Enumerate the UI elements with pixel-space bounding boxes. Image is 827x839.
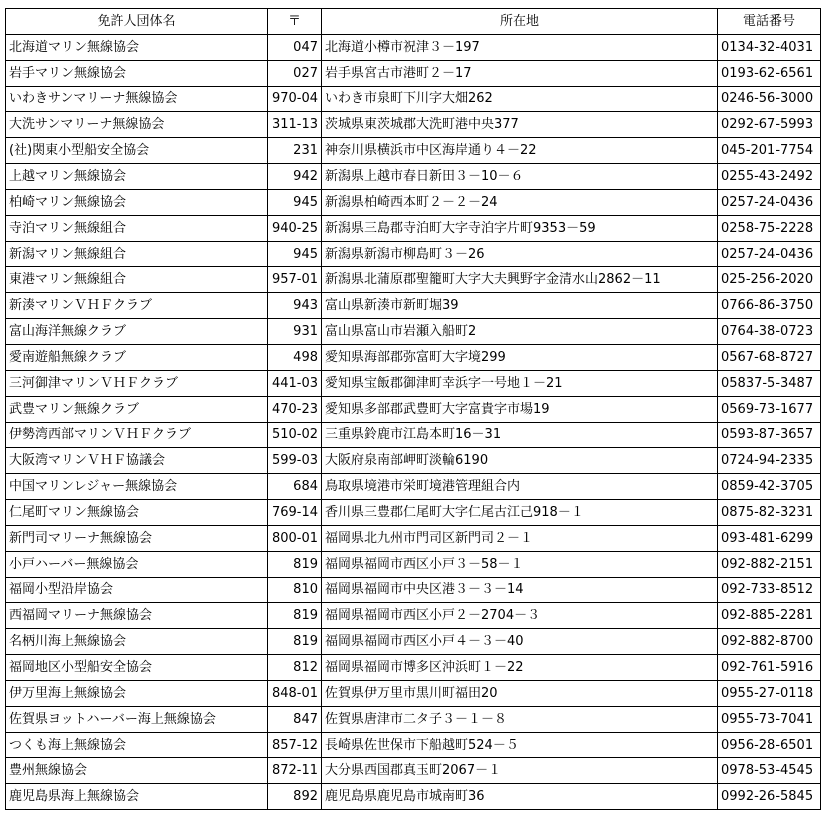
postal-code-cell: 510-02 xyxy=(268,422,322,448)
phone-cell: 0193-62-6561 xyxy=(718,60,821,86)
phone-cell: 0956-28-6501 xyxy=(718,732,821,758)
address-cell: 北海道小樽市祝津３－197 xyxy=(322,34,718,60)
license-holders-table xyxy=(5,8,821,810)
phone-cell: 0955-27-0118 xyxy=(718,680,821,706)
postal-code-cell: 769-14 xyxy=(268,500,322,526)
org-name-cell: 中国マリンレジャー無線協会 xyxy=(6,474,268,500)
table-row xyxy=(6,267,821,293)
phone-cell: 092-882-8700 xyxy=(718,629,821,655)
table-row xyxy=(6,34,821,60)
address-cell: 新潟県三島郡寺泊町大字寺泊字片町9353－59 xyxy=(322,215,718,241)
phone-cell: 0569-73-1677 xyxy=(718,396,821,422)
postal-code-cell: 872-11 xyxy=(268,758,322,784)
phone-cell: 0859-42-3705 xyxy=(718,474,821,500)
phone-cell: 0257-24-0436 xyxy=(718,189,821,215)
postal-code-cell: 311-13 xyxy=(268,112,322,138)
phone-cell: 0992-26-5845 xyxy=(718,784,821,810)
table-row xyxy=(6,112,821,138)
phone-cell: 092-761-5916 xyxy=(718,655,821,681)
address-cell: 神奈川県横浜市中区海岸通り４－22 xyxy=(322,138,718,164)
org-name-cell: 佐賀県ヨットハーバー海上無線協会 xyxy=(6,706,268,732)
org-name-cell: 柏崎マリン無線協会 xyxy=(6,189,268,215)
table-row xyxy=(6,86,821,112)
org-name-cell: 仁尾町マリン無線協会 xyxy=(6,500,268,526)
org-name-cell: 愛南遊船無線クラブ xyxy=(6,344,268,370)
header-phone: 電話番号 xyxy=(718,9,821,35)
phone-cell: 0255-43-2492 xyxy=(718,164,821,190)
org-name-cell: 岩手マリン無線協会 xyxy=(6,60,268,86)
phone-cell: 093-481-6299 xyxy=(718,525,821,551)
address-cell: いわき市泉町下川字大畑262 xyxy=(322,86,718,112)
table-row xyxy=(6,396,821,422)
table-row xyxy=(6,370,821,396)
postal-code-cell: 047 xyxy=(268,34,322,60)
table-row xyxy=(6,215,821,241)
address-cell: 鳥取県境港市栄町境港管理組合内 xyxy=(322,474,718,500)
postal-code-cell: 848-01 xyxy=(268,680,322,706)
table-row xyxy=(6,189,821,215)
org-name-cell: 名柄川海上無線協会 xyxy=(6,629,268,655)
address-cell: 福岡県福岡市西区小戸２－2704－３ xyxy=(322,603,718,629)
postal-code-cell: 810 xyxy=(268,577,322,603)
phone-cell: 0258-75-2228 xyxy=(718,215,821,241)
address-cell: 富山県新湊市新町堀39 xyxy=(322,293,718,319)
postal-code-cell: 470-23 xyxy=(268,396,322,422)
org-name-cell: 西福岡マリーナ無線協会 xyxy=(6,603,268,629)
address-cell: 富山県富山市岩瀬入船町2 xyxy=(322,319,718,345)
org-name-cell: つくも海上無線協会 xyxy=(6,732,268,758)
phone-cell: 0766-86-3750 xyxy=(718,293,821,319)
postal-code-cell: 945 xyxy=(268,189,322,215)
table-row xyxy=(6,577,821,603)
table-row xyxy=(6,448,821,474)
postal-code-cell: 943 xyxy=(268,293,322,319)
address-cell: 長崎県佐世保市下船越町524－５ xyxy=(322,732,718,758)
table-row xyxy=(6,655,821,681)
phone-cell: 092-733-8512 xyxy=(718,577,821,603)
table-row xyxy=(6,293,821,319)
phone-cell: 025-256-2020 xyxy=(718,267,821,293)
org-name-cell: 新門司マリーナ無線協会 xyxy=(6,525,268,551)
org-name-cell: 福岡地区小型船安全協会 xyxy=(6,655,268,681)
table-row xyxy=(6,629,821,655)
header-postal: 〒 xyxy=(268,9,322,35)
phone-cell: 0978-53-4545 xyxy=(718,758,821,784)
postal-code-cell: 847 xyxy=(268,706,322,732)
org-name-cell: (社)関東小型船安全協会 xyxy=(6,138,268,164)
org-name-cell: 武豊マリン無線クラブ xyxy=(6,396,268,422)
table-row xyxy=(6,680,821,706)
phone-cell: 0875-82-3231 xyxy=(718,500,821,526)
phone-cell: 0567-68-8727 xyxy=(718,344,821,370)
org-name-cell: いわきサンマリーナ無線協会 xyxy=(6,86,268,112)
postal-code-cell: 231 xyxy=(268,138,322,164)
org-name-cell: 東港マリン無線組合 xyxy=(6,267,268,293)
table-row xyxy=(6,319,821,345)
org-name-cell: 福岡小型沿岸協会 xyxy=(6,577,268,603)
phone-cell: 092-882-2151 xyxy=(718,551,821,577)
address-cell: 福岡県福岡市西区小戸４－３－40 xyxy=(322,629,718,655)
header-address: 所在地 xyxy=(322,9,718,35)
address-cell: 愛知県海部郡弥富町大字境299 xyxy=(322,344,718,370)
address-cell: 愛知県多部郡武豊町大字富貴字市場19 xyxy=(322,396,718,422)
org-name-cell: 伊万里海上無線協会 xyxy=(6,680,268,706)
table-row xyxy=(6,474,821,500)
postal-code-cell: 800-01 xyxy=(268,525,322,551)
phone-cell: 0764-38-0723 xyxy=(718,319,821,345)
address-cell: 三重県鈴鹿市江島本町16－31 xyxy=(322,422,718,448)
header-row xyxy=(6,9,821,35)
address-cell: 岩手県宮古市港町２－17 xyxy=(322,60,718,86)
address-cell: 福岡県福岡市中央区港３－３－14 xyxy=(322,577,718,603)
org-name-cell: 伊勢湾西部マリンＶＨＦクラブ xyxy=(6,422,268,448)
table-row xyxy=(6,603,821,629)
table-row xyxy=(6,241,821,267)
phone-cell: 045-201-7754 xyxy=(718,138,821,164)
org-name-cell: 北海道マリン無線協会 xyxy=(6,34,268,60)
table-row xyxy=(6,525,821,551)
postal-code-cell: 812 xyxy=(268,655,322,681)
phone-cell: 0955-73-7041 xyxy=(718,706,821,732)
postal-code-cell: 945 xyxy=(268,241,322,267)
postal-code-cell: 027 xyxy=(268,60,322,86)
postal-code-cell: 957-01 xyxy=(268,267,322,293)
postal-code-cell: 819 xyxy=(268,629,322,655)
org-name-cell: 大洗サンマリーナ無線協会 xyxy=(6,112,268,138)
phone-cell: 0134-32-4031 xyxy=(718,34,821,60)
address-cell: 福岡県福岡市西区小戸３－58－１ xyxy=(322,551,718,577)
table-row xyxy=(6,500,821,526)
address-cell: 大分県西国郡真玉町2067－１ xyxy=(322,758,718,784)
address-cell: 新潟県北蒲原郡聖籠町大字大夫興野字金清水山2862－11 xyxy=(322,267,718,293)
postal-code-cell: 599-03 xyxy=(268,448,322,474)
table-row xyxy=(6,732,821,758)
table-row xyxy=(6,164,821,190)
postal-code-cell: 819 xyxy=(268,551,322,577)
org-name-cell: 上越マリン無線協会 xyxy=(6,164,268,190)
org-name-cell: 豊州無線協会 xyxy=(6,758,268,784)
address-cell: 茨城県東茨城郡大洗町港中央377 xyxy=(322,112,718,138)
header-name: 免許人団体名 xyxy=(6,9,268,35)
postal-code-cell: 931 xyxy=(268,319,322,345)
org-name-cell: 大阪湾マリンＶＨＦ協議会 xyxy=(6,448,268,474)
org-name-cell: 三河御津マリンＶＨＦクラブ xyxy=(6,370,268,396)
address-cell: 新潟県新潟市柳島町３－26 xyxy=(322,241,718,267)
postal-code-cell: 940-25 xyxy=(268,215,322,241)
table-row xyxy=(6,344,821,370)
table-row xyxy=(6,706,821,732)
address-cell: 新潟県上越市春日新田３－10－６ xyxy=(322,164,718,190)
address-cell: 佐賀県唐津市二タ子３－１－８ xyxy=(322,706,718,732)
table-row xyxy=(6,138,821,164)
table-row xyxy=(6,758,821,784)
phone-cell: 0246-56-3000 xyxy=(718,86,821,112)
table-row xyxy=(6,60,821,86)
phone-cell: 0724-94-2335 xyxy=(718,448,821,474)
address-cell: 新潟県柏崎西本町２－２－24 xyxy=(322,189,718,215)
phone-cell: 092-885-2281 xyxy=(718,603,821,629)
phone-cell: 0292-67-5993 xyxy=(718,112,821,138)
address-cell: 香川県三豊郡仁尾町大字仁尾古江己918－１ xyxy=(322,500,718,526)
table-row xyxy=(6,784,821,810)
postal-code-cell: 970-04 xyxy=(268,86,322,112)
org-name-cell: 新潟マリン無線組合 xyxy=(6,241,268,267)
address-cell: 愛知県宝飯郡御津町幸浜字一号地１－21 xyxy=(322,370,718,396)
postal-code-cell: 684 xyxy=(268,474,322,500)
address-cell: 福岡県北九州市門司区新門司２－１ xyxy=(322,525,718,551)
postal-code-cell: 857-12 xyxy=(268,732,322,758)
phone-cell: 0593-87-3657 xyxy=(718,422,821,448)
postal-code-cell: 498 xyxy=(268,344,322,370)
org-name-cell: 富山海洋無線クラブ xyxy=(6,319,268,345)
address-cell: 福岡県福岡市博多区沖浜町１－22 xyxy=(322,655,718,681)
postal-code-cell: 819 xyxy=(268,603,322,629)
postal-code-cell: 942 xyxy=(268,164,322,190)
table-row xyxy=(6,551,821,577)
phone-cell: 05837-5-3487 xyxy=(718,370,821,396)
address-cell: 佐賀県伊万里市黒川町福田20 xyxy=(322,680,718,706)
address-cell: 大阪府泉南部岬町淡輪6190 xyxy=(322,448,718,474)
table-row xyxy=(6,422,821,448)
org-name-cell: 鹿児島県海上無線協会 xyxy=(6,784,268,810)
org-name-cell: 小戸ハーバー無線協会 xyxy=(6,551,268,577)
postal-code-cell: 892 xyxy=(268,784,322,810)
org-name-cell: 新湊マリンＶＨＦクラブ xyxy=(6,293,268,319)
org-name-cell: 寺泊マリン無線組合 xyxy=(6,215,268,241)
phone-cell: 0257-24-0436 xyxy=(718,241,821,267)
address-cell: 鹿児島県鹿児島市城南町36 xyxy=(322,784,718,810)
postal-code-cell: 441-03 xyxy=(268,370,322,396)
